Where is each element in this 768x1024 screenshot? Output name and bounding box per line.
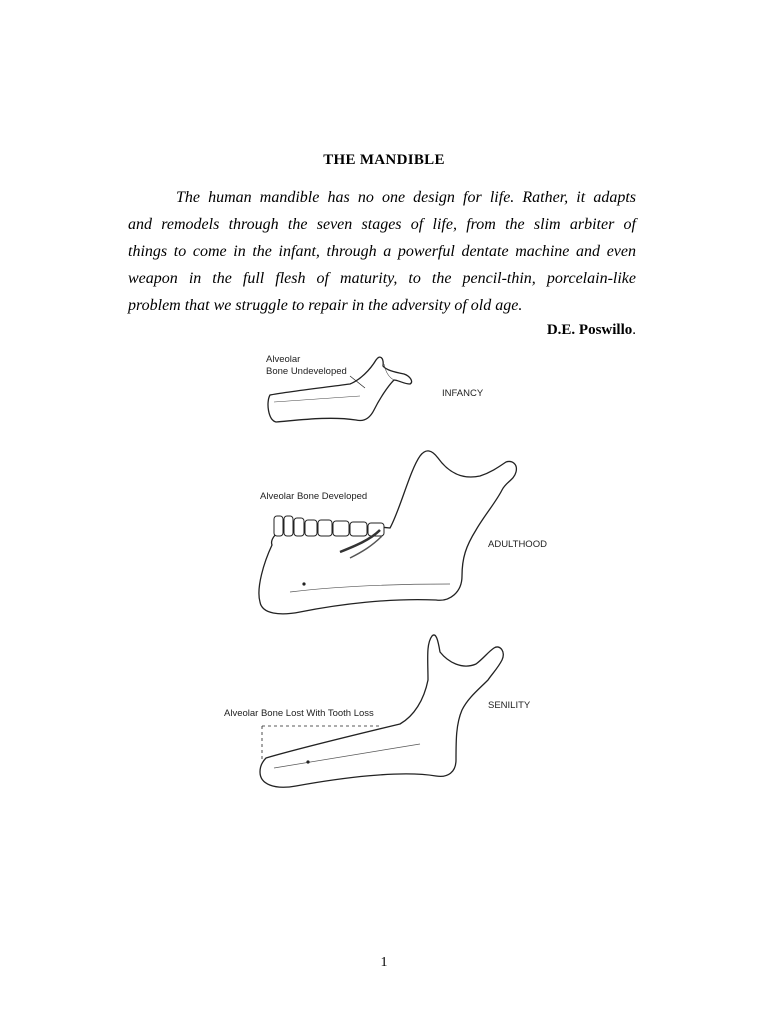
quote-line: problem that we struggle to repair in the adversity of old age. (128, 297, 523, 314)
author-period: . (632, 322, 636, 338)
quote-line: weapon in the full flesh of maturity, to the pencil-thin, porcelain-like (128, 270, 636, 287)
quote-line: and remodels through the seven stages of life, from the slim arbiter of (128, 216, 636, 233)
senile-mandible (224, 635, 531, 787)
infant-mandible (266, 354, 484, 422)
quote-line: The human mandible has no one design for life. Rather, it adapts (176, 189, 636, 206)
infancy-note-line2: Bone Undeveloped (266, 366, 347, 377)
page-number: 1 (380, 955, 388, 970)
quote-line: things to come in the infant, through a powerful dentate machine and even (128, 243, 636, 260)
epigraph-quote (128, 184, 636, 319)
author-name: D.E. Poswillo (546, 322, 633, 338)
quote-author (547, 322, 636, 339)
adult-teeth (274, 516, 384, 536)
adult-mandible (259, 451, 547, 614)
senility-note: Alveolar Bone Lost With Tooth Loss (224, 708, 374, 719)
adulthood-stage-label: ADULTHOOD (488, 539, 547, 550)
infancy-stage-label: INFANCY (442, 388, 484, 399)
mandible-stages-figure (200, 340, 580, 810)
mandible-illustration (200, 340, 580, 810)
page-title: THE MANDIBLE (323, 152, 445, 168)
adulthood-note: Alveolar Bone Developed (260, 491, 368, 502)
senility-stage-label: SENILITY (488, 700, 531, 711)
infancy-note-line1: Alveolar (266, 354, 301, 365)
